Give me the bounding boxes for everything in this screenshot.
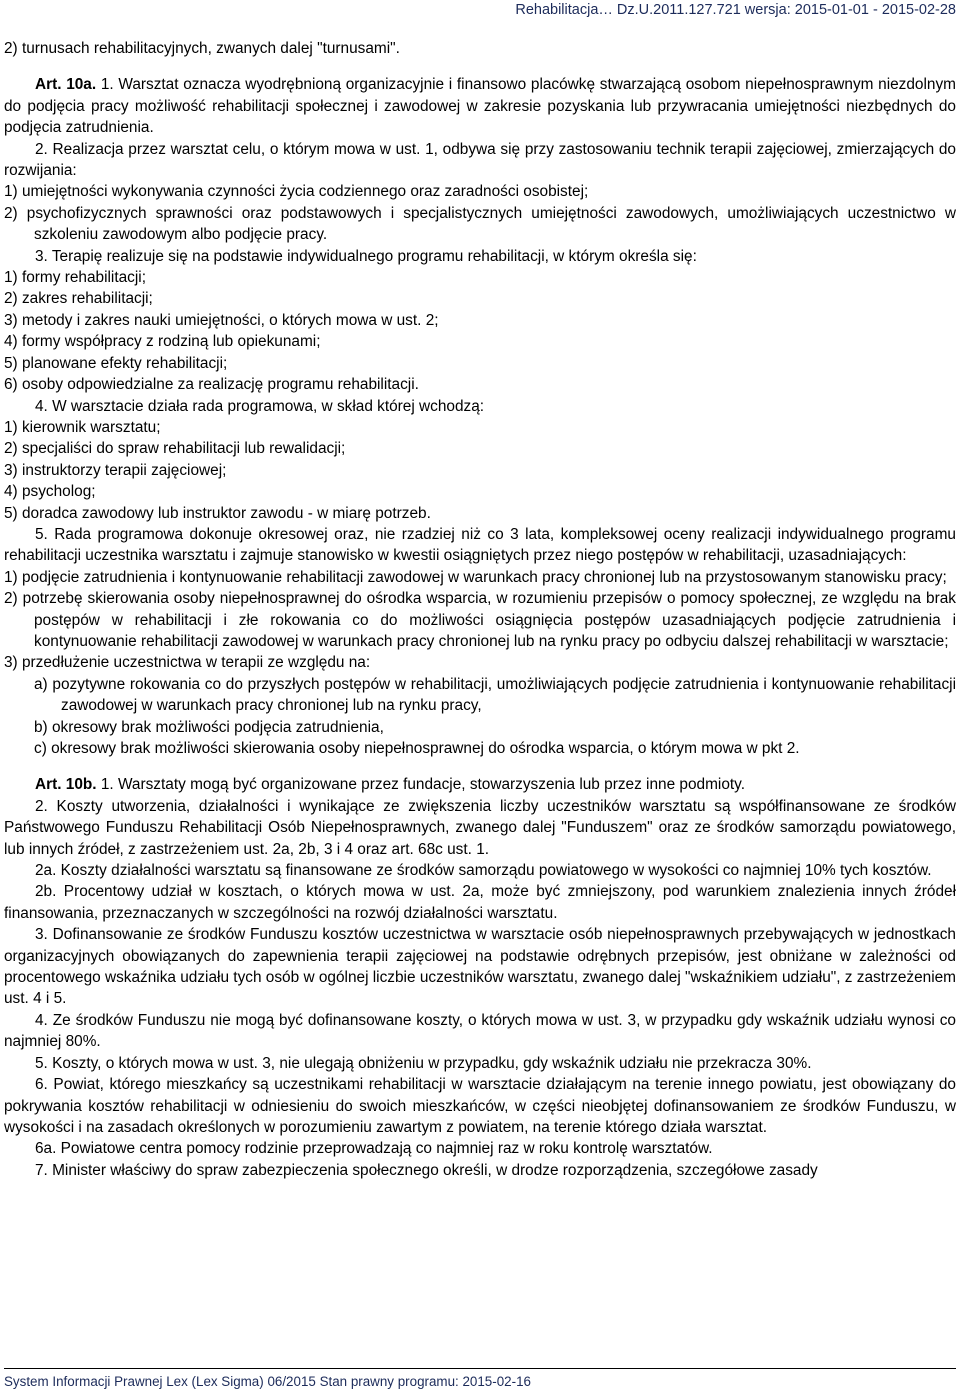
art10b-para-1: Art. 10b. 1. Warsztaty mogą być organizowane przez fundacje, stowarzyszenia lub przez inne podmioty. [35, 776, 746, 794]
list-item: 2) potrzebę skierowania osoby niepełnosprawnej do ośrodka wsparcia, w rozumieniu przepisów o pomocy społecznej, ze względu na brak postępów w rehabilitacji i złe rokowania co do możliwości osiągnięcia postępów uzasadniających podjęcie zatrudnienia i kontynuowanie rehabilitacji zawodowej w warunkach pracy chronionej lub na rynku pracy po odbyciu dalszej rehabilitacji w warsztacie; [4, 590, 956, 650]
document-body [4, 38, 956, 1181]
art10b-paragraph: 2a. Koszty działalności warsztatu są finansowane ze środków samorządu powiatowego w wysokości co najmniej 10% tych kosztów. [35, 862, 932, 880]
art10b-paragraph: 3. Dofinansowanie ze środków Funduszu kosztów uczestnictwa w warsztacie osób niepełnosprawnych przebywających w jednostkach organizacyjnych obowiązanych do zapewnienia terapii zajęciowej na podstawie odrębnych przepisów, jest obniżane w zależności od procentowego wskaźnika udziału tych osób w ogólnej liczbie uczestników warsztatu, zwanego dalej "wskaźnikiem udziału", z zastrzeżeniem ust. 4 i 5. [4, 926, 956, 1008]
list-item: 6) osoby odpowiedzialne za realizację programu rehabilitacji. [4, 376, 419, 394]
art10b-label: Art. 10b. [35, 776, 97, 794]
list-item: 4) psycholog; [4, 483, 96, 501]
art10a-para-2: 2. Realizacja przez warsztat celu, o którym mowa w ust. 1, odbywa się przy zastosowaniu technik terapii zajęciowej, zmierzających do rozwijania: [4, 140, 956, 180]
art10b-paragraph: 2. Koszty utworzenia, działalności i wynikające ze zwiększenia liczby uczestników warsztatu są współfinansowane ze środków Państwowego Funduszu Rehabilitacji Osób Niepełnosprawnych, zwanego dalej "Funduszem" oraz ze środków samorządu powiatowego, lub innych źródeł, z zastrzeżeniem ust. 2a, 2b, 3 i 4 oraz art. 68c ust. 1. [4, 797, 956, 858]
art10b-paragraph: 2b. Procentowy udział w kosztach, o których mowa w ust. 2a, może być zmniejszony, pod warunkiem znalezienia innych źródeł finansowania, przeznaczanych w szczególności na rozwój działalności warsztatu. [4, 883, 956, 922]
list-item: 3) przedłużenie uczestnictwa w terapii ze względu na: [4, 654, 371, 672]
art10b-paragraph: 6. Powiat, którego mieszkańcy są uczestnikami rehabilitacji w warsztacie działającym na terenie innego powiatu, jest obowiązany do pokrywania kosztów rehabilitacji w odniesieniu do swoich mieszkańców, w części nieobjętej dofinansowaniem ze środków Funduszu, w wysokości i na zasadach określonych w porozumieniu zawartym z powiatem, na terenie którego działa warsztat. [4, 1076, 956, 1136]
list-item: 1) formy rehabilitacji; [4, 269, 146, 287]
art10a-para-1: Art. 10a. 1. Warsztat oznacza wyodrębnioną organizacyjnie i finansowo placówkę stwarzającą osobom niepełnosprawnym niezdolnym do podjęcia pracy możliwość rehabilitacji społecznej i zawodowej w zakresie pozyskania lub przywracania umiejętności niezbędnych do podjęcia zatrudnienia. [4, 76, 956, 137]
footer-divider [4, 1368, 956, 1369]
list-item: 5) planowane efekty rehabilitacji; [4, 354, 228, 372]
intro-paragraph: 2) turnusach rehabilitacyjnych, zwanych dalej "turnusami". [4, 40, 400, 57]
sub-list-item: b) okresowy brak możliwości podjęcia zatrudnienia, [34, 718, 384, 736]
page-footer: System Informacji Prawnej Lex (Lex Sigma) 06/2015 Stan prawny programu: 2015-02-16 [4, 1374, 531, 1389]
list-item: 4) formy współpracy z rodziną lub opiekunami; [4, 333, 321, 351]
list-item: 2) specjaliści do spraw rehabilitacji lub rewalidacji; [4, 440, 346, 458]
page-header: Rehabilitacja… Dz.U.2011.127.721 wersja: 2015-01-01 - 2015-02-28 [515, 2, 956, 18]
art10a-para-3: 3. Terapię realizuje się na podstawie indywidualnego programu rehabilitacji, w którym określa się: [35, 247, 697, 265]
list-item: 3) metody i zakres nauki umiejętności, o których mowa w ust. 2; [4, 311, 439, 329]
list-item: 3) instruktorzy terapii zajęciowej; [4, 461, 227, 479]
art10a-para-4: 4. W warsztacie działa rada programowa, w skład której wchodzą: [35, 397, 485, 415]
art10b-paragraph: 4. Ze środków Funduszu nie mogą być dofinansowane koszty, o których mowa w ust. 3, w przypadku gdy wskaźnik udziału wynosi co najmniej 80%. [4, 1011, 956, 1051]
art10b-paragraph: 6a. Powiatowe centra pomocy rodzinie przeprowadzają co najmniej raz w roku kontrolę warsztatów. [35, 1140, 713, 1158]
list-item: 1) umiejętności wykonywania czynności życia codziennego oraz zaradności osobistej; [4, 183, 589, 201]
list-item: 2) zakres rehabilitacji; [4, 290, 153, 308]
list-item: 1) kierownik warsztatu; [4, 418, 161, 436]
list-item: 1) podjęcie zatrudnienia i kontynuowanie rehabilitacji zawodowej w warunkach pracy chronionej lub na przystosowanym stanowisku pracy; [4, 568, 947, 586]
art10a-para-5: 5. Rada programowa dokonuje okresowej oraz, nie rzadziej niż co 3 lata, kompleksowej oceny realizacji indywidualnego programu rehabilitacji uczestnika warsztatu i zajmuje stanowisko w kwestii osiągniętych przez niego postępów w rehabilitacji, uzasadniających: [4, 525, 956, 565]
list-item: 2) psychofizycznych sprawności oraz podstawowych i specjalistycznych umiejętności zawodowych, umożliwiających uczestnictwo w szkoleniu zawodowym albo podjęcie pracy. [4, 204, 956, 244]
list-item: 5) doradca zawodowy lub instruktor zawodu - w miarę potrzeb. [4, 504, 431, 522]
art10a-label: Art. 10a. [35, 76, 97, 94]
art10b-paragraph: 5. Koszty, o których mowa w ust. 3, nie ulegają obniżeniu w przypadku, gdy wskaźnik udziału nie przekracza 30%. [35, 1054, 812, 1072]
art10b-paragraph: 7. Minister właściwy do spraw zabezpieczenia społecznego określi, w drodze rozporządzenia, szczegółowe zasady [35, 1161, 818, 1179]
sub-list-item: a) pozytywne rokowania co do przyszłych postępów w rehabilitacji, umożliwiających podjęcie zatrudnienia i kontynuowanie rehabilitacji zawodowej w warunkach pracy chronionej lub na rynku pracy, [34, 675, 956, 715]
sub-list-item: c) okresowy brak możliwości skierowania osoby niepełnosprawnej do ośrodka wsparcia, o którym mowa w pkt 2. [34, 740, 800, 757]
